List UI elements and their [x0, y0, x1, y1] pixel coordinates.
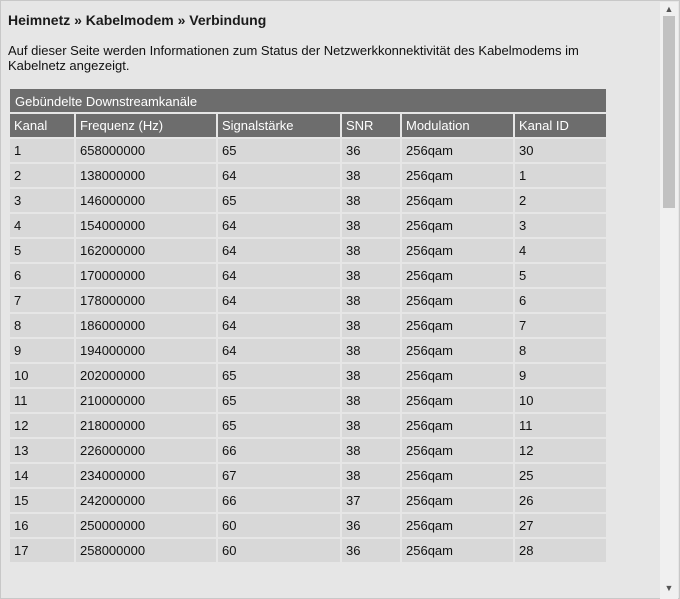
table-row	[10, 139, 606, 164]
cell-frequenz: 210000000	[76, 389, 218, 414]
cell-kanal-id: 27	[515, 514, 606, 539]
downstream-channels-table	[10, 114, 606, 564]
cell-frequenz: 202000000	[76, 364, 218, 389]
cell-kanal: 15	[10, 489, 76, 514]
column-header-kanal: Kanal	[10, 114, 76, 139]
cell-signalstaerke: 64	[218, 314, 342, 339]
table-caption: Gebündelte Downstreamkanäle	[10, 89, 606, 114]
cell-snr: 36	[342, 139, 402, 164]
cell-kanal-id: 1	[515, 164, 606, 189]
table-row	[10, 439, 606, 464]
cell-signalstaerke: 65	[218, 414, 342, 439]
cell-kanal-id: 7	[515, 314, 606, 339]
cell-modulation: 256qam	[402, 239, 515, 264]
cell-snr: 38	[342, 464, 402, 489]
cell-kanal-id: 3	[515, 214, 606, 239]
cell-kanal-id: 10	[515, 389, 606, 414]
cell-kanal-id: 26	[515, 489, 606, 514]
cell-snr: 38	[342, 389, 402, 414]
table-row	[10, 189, 606, 214]
cell-signalstaerke: 66	[218, 489, 342, 514]
cell-snr: 38	[342, 414, 402, 439]
cell-kanal: 8	[10, 314, 76, 339]
cell-kanal-id: 28	[515, 539, 606, 564]
cell-signalstaerke: 60	[218, 539, 342, 564]
cell-kanal: 7	[10, 289, 76, 314]
cell-frequenz: 178000000	[76, 289, 218, 314]
table-row	[10, 414, 606, 439]
cell-modulation: 256qam	[402, 289, 515, 314]
table-row	[10, 314, 606, 339]
table-row	[10, 289, 606, 314]
cell-signalstaerke: 65	[218, 389, 342, 414]
table-row	[10, 339, 606, 364]
cell-kanal-id: 4	[515, 239, 606, 264]
cell-kanal: 3	[10, 189, 76, 214]
cell-modulation: 256qam	[402, 414, 515, 439]
table-row	[10, 489, 606, 514]
cell-signalstaerke: 65	[218, 364, 342, 389]
cell-frequenz: 138000000	[76, 164, 218, 189]
cell-signalstaerke: 65	[218, 139, 342, 164]
table-row	[10, 539, 606, 564]
column-header-frequenz: Frequenz (Hz)	[76, 114, 218, 139]
table-row	[10, 164, 606, 189]
cell-snr: 38	[342, 239, 402, 264]
cell-signalstaerke: 67	[218, 464, 342, 489]
table-row	[10, 389, 606, 414]
cell-kanal-id: 25	[515, 464, 606, 489]
cell-kanal: 5	[10, 239, 76, 264]
cell-snr: 38	[342, 214, 402, 239]
table-row	[10, 214, 606, 239]
cell-kanal: 12	[10, 414, 76, 439]
cell-frequenz: 250000000	[76, 514, 218, 539]
cell-kanal: 14	[10, 464, 76, 489]
cell-snr: 38	[342, 314, 402, 339]
cell-snr: 36	[342, 539, 402, 564]
table-row	[10, 514, 606, 539]
cell-modulation: 256qam	[402, 364, 515, 389]
cell-signalstaerke: 66	[218, 439, 342, 464]
table-header-row	[10, 114, 606, 139]
column-header-snr: SNR	[342, 114, 402, 139]
cell-frequenz: 154000000	[76, 214, 218, 239]
cell-modulation: 256qam	[402, 389, 515, 414]
cell-signalstaerke: 64	[218, 239, 342, 264]
cell-frequenz: 242000000	[76, 489, 218, 514]
cell-modulation: 256qam	[402, 164, 515, 189]
cell-kanal: 10	[10, 364, 76, 389]
cell-snr: 38	[342, 164, 402, 189]
cell-kanal: 11	[10, 389, 76, 414]
cell-kanal-id: 30	[515, 139, 606, 164]
cell-modulation: 256qam	[402, 489, 515, 514]
cell-kanal-id: 5	[515, 264, 606, 289]
column-header-signalstaerke: Signalstärke	[218, 114, 342, 139]
cell-kanal: 6	[10, 264, 76, 289]
cell-kanal: 17	[10, 539, 76, 564]
cell-modulation: 256qam	[402, 314, 515, 339]
cell-kanal-id: 12	[515, 439, 606, 464]
vertical-scrollbar[interactable]	[660, 2, 678, 599]
cell-signalstaerke: 64	[218, 214, 342, 239]
cell-kanal-id: 6	[515, 289, 606, 314]
cell-snr: 38	[342, 264, 402, 289]
cell-modulation: 256qam	[402, 264, 515, 289]
cell-modulation: 256qam	[402, 514, 515, 539]
cell-frequenz: 162000000	[76, 239, 218, 264]
cell-signalstaerke: 64	[218, 264, 342, 289]
cell-modulation: 256qam	[402, 464, 515, 489]
table-row	[10, 239, 606, 264]
cell-snr: 38	[342, 189, 402, 214]
cell-snr: 36	[342, 514, 402, 539]
page-content	[1, 1, 658, 588]
downstream-channels-table-container	[10, 89, 606, 564]
cell-kanal: 16	[10, 514, 76, 539]
cell-frequenz: 146000000	[76, 189, 218, 214]
cell-modulation: 256qam	[402, 539, 515, 564]
cell-kanal: 2	[10, 164, 76, 189]
cell-modulation: 256qam	[402, 139, 515, 164]
cell-frequenz: 218000000	[76, 414, 218, 439]
cell-snr: 38	[342, 439, 402, 464]
cell-kanal: 13	[10, 439, 76, 464]
cell-frequenz: 170000000	[76, 264, 218, 289]
cell-modulation: 256qam	[402, 214, 515, 239]
cell-signalstaerke: 64	[218, 164, 342, 189]
cell-frequenz: 226000000	[76, 439, 218, 464]
table-row	[10, 464, 606, 489]
cell-kanal: 4	[10, 214, 76, 239]
cell-signalstaerke: 65	[218, 189, 342, 214]
cell-snr: 37	[342, 489, 402, 514]
cell-frequenz: 234000000	[76, 464, 218, 489]
cell-kanal-id: 9	[515, 364, 606, 389]
cell-modulation: 256qam	[402, 339, 515, 364]
page-title: Heimnetz » Kabelmodem » Verbindung	[8, 12, 267, 28]
cell-snr: 38	[342, 364, 402, 389]
cell-kanal: 9	[10, 339, 76, 364]
cell-snr: 38	[342, 289, 402, 314]
cell-frequenz: 258000000	[76, 539, 218, 564]
triangle-down-icon[interactable]: ▼	[664, 583, 674, 593]
cell-kanal-id: 11	[515, 414, 606, 439]
triangle-up-icon[interactable]: ▲	[664, 4, 674, 14]
cell-frequenz: 658000000	[76, 139, 218, 164]
column-header-modulation: Modulation	[402, 114, 515, 139]
cell-modulation: 256qam	[402, 439, 515, 464]
cell-kanal-id: 2	[515, 189, 606, 214]
bottom-edge	[1, 586, 661, 598]
scrollbar-thumb[interactable]	[663, 16, 675, 208]
cell-kanal: 1	[10, 139, 76, 164]
cell-signalstaerke: 60	[218, 514, 342, 539]
cell-frequenz: 186000000	[76, 314, 218, 339]
cell-kanal-id: 8	[515, 339, 606, 364]
cell-signalstaerke: 64	[218, 339, 342, 364]
table-body	[10, 139, 606, 564]
cell-modulation: 256qam	[402, 189, 515, 214]
page-description: Auf dieser Seite werden Informationen zum Status der Netzwerkkonnektivität des Kabelmodems im Kabelnetz angezeigt.	[8, 43, 579, 73]
table-row	[10, 264, 606, 289]
cell-snr: 38	[342, 339, 402, 364]
table-row	[10, 364, 606, 389]
cell-frequenz: 194000000	[76, 339, 218, 364]
column-header-kanal-id: Kanal ID	[515, 114, 606, 139]
cell-signalstaerke: 64	[218, 289, 342, 314]
